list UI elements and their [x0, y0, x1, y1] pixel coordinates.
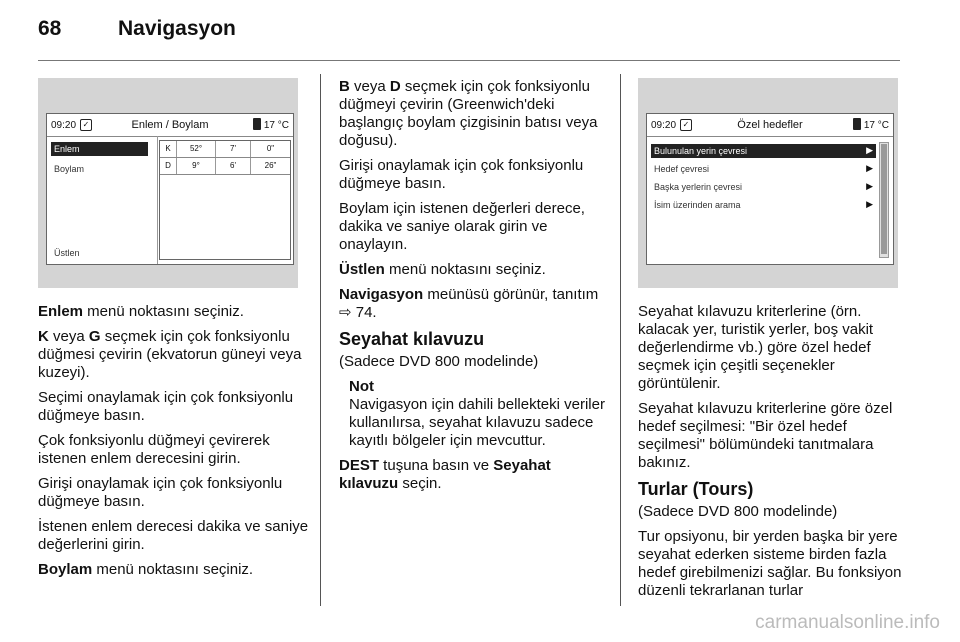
column-divider-1 [320, 74, 321, 606]
menu-pane [47, 136, 158, 264]
direction-cell[interactable]: D [160, 158, 177, 174]
paragraph: Çok fonksiyonlu düğmeyi çevirerek istenen enlem derecesini girin. [38, 432, 270, 467]
term: DEST [339, 457, 380, 474]
table-row [160, 158, 290, 175]
status-bar [47, 114, 293, 137]
note-text: Navigasyon için dahili bellekteki veriler kullanılırsa, seyahat kılavuzu sadece kayıtlı bölgeler için mevcuttur. [349, 396, 605, 449]
temperature: 17 °C [863, 120, 889, 131]
scrollbar-thumb[interactable] [881, 144, 887, 254]
header-rule [38, 60, 900, 61]
degree-cell[interactable]: 52° [177, 141, 216, 157]
page-number: 68 [38, 17, 62, 40]
page-reference[interactable]: 74. [351, 304, 377, 321]
section-heading: Turlar (Tours) [638, 479, 754, 499]
coordinate-table [159, 140, 291, 260]
chevron-right-icon: ▶ [866, 199, 873, 209]
column-3 [638, 303, 910, 607]
chevron-right-icon: ▶ [866, 145, 873, 155]
phone-icon [853, 118, 861, 130]
section-subtitle: (Sadece DVD 800 modelinde) [339, 353, 539, 370]
scrollbar[interactable] [879, 142, 889, 258]
column-2 [339, 78, 614, 500]
paragraph: Girişi onaylamak için çok fonksiyonlu düğmeye basın. [339, 157, 584, 192]
screenshot-points-of-interest [638, 78, 898, 288]
column-divider-2 [620, 74, 621, 606]
chevron-right-icon: ▶ [866, 163, 873, 173]
degree-cell[interactable]: 9° [177, 158, 216, 174]
paragraph [38, 328, 310, 382]
screen-title: Enlem / Boylam [131, 119, 209, 131]
section-subtitle: (Sadece DVD 800 modelinde) [638, 503, 838, 520]
list-item[interactable]: İsim üzerinden arama [654, 200, 741, 210]
screenshot-latitude-longitude [38, 78, 298, 288]
term: G [88, 328, 101, 345]
text: menü noktasını seçiniz. [83, 303, 244, 320]
section-heading: Seyahat kılavuzu [339, 329, 485, 349]
status-bar [647, 114, 893, 137]
arrow-reference-icon[interactable]: ⇨ [339, 304, 352, 321]
term: Seyahat kılavuzu [339, 457, 551, 492]
paragraph: Girişi onaylamak için çok fonksiyonlu düğmeye basın. [38, 475, 283, 510]
display-screen [646, 113, 894, 265]
column-1 [38, 303, 310, 586]
note-title: Not [349, 378, 374, 395]
text: meünüsü görünür, tanıtım [423, 286, 599, 303]
paragraph [339, 286, 614, 322]
paragraph [38, 303, 310, 321]
menu-item-ustlen[interactable]: Üstlen [54, 248, 80, 258]
paragraph [339, 457, 614, 493]
text: seçin. [398, 475, 442, 492]
paragraph [339, 261, 614, 279]
paragraph [38, 561, 310, 579]
display-screen [46, 113, 294, 265]
term: B [339, 78, 350, 95]
text: seçmek için çok fonksiyonlu düğmesi çevirin (ekvatorun güneyi veya kuzeyi). [38, 328, 302, 381]
text: menü noktasını seçiniz. [92, 561, 254, 578]
check-icon: ✓ [80, 119, 92, 131]
list-item[interactable]: Bulunulan yerin çevresi [651, 144, 876, 158]
term: Navigasyon [339, 286, 424, 303]
watermark: carmanualsonline.info [755, 612, 940, 633]
menu-item-enlem[interactable]: Enlem [51, 142, 148, 156]
term: K [38, 328, 49, 345]
paragraph [339, 78, 614, 150]
second-cell[interactable]: 0" [266, 144, 275, 153]
text: menü noktasını seçiniz. [384, 261, 546, 278]
menu-item-boylam[interactable]: Boylam [54, 164, 85, 174]
text: veya [48, 328, 89, 345]
paragraph: Seçimi onaylamak için çok fonksiyonlu düğmeye basın. [38, 389, 294, 424]
clock: 09:20 [651, 120, 677, 131]
check-icon: ✓ [680, 119, 692, 131]
chevron-right-icon: ▶ [866, 181, 873, 191]
table-row [160, 141, 290, 158]
minute-cell[interactable]: 7' [216, 141, 251, 157]
paragraph: İstenen enlem derecesi dakika ve saniye değerlerini girin. [38, 518, 309, 553]
note-box [349, 378, 614, 450]
term: D [389, 78, 401, 95]
temperature: 17 °C [263, 120, 289, 131]
paragraph: Tur opsiyonu, bir yerden başka bir yere seyahat ederken sisteme birden fazla hedef girebilmenizi sağlar. Bu fonksiyon düzenli tekrarlanan turlar [638, 528, 902, 599]
second-cell[interactable]: 26" [264, 161, 277, 170]
list-item[interactable]: Hedef çevresi [654, 164, 710, 174]
term: Üstlen [339, 261, 385, 278]
term: Enlem [38, 303, 84, 320]
page-title: Navigasyon [118, 17, 236, 40]
phone-icon [253, 118, 261, 130]
paragraph: Seyahat kılavuzu kriterlerine göre özel hedef seçilmesi: "Bir özel hedef seçilmesi" bölümündeki tanıtmalara bakınız. [638, 400, 893, 471]
text: tuşuna basın ve [379, 457, 494, 474]
term: Boylam [38, 561, 93, 578]
clock: 09:20 [51, 120, 77, 131]
text: seçmek için çok fonksiyonlu düğmeyi çevirin (Greenwich'deki başlangıç boylam çizgisinin batısı veya doğusu). [339, 78, 598, 149]
minute-cell[interactable]: 6' [216, 158, 251, 174]
text: veya [349, 78, 390, 95]
paragraph: Boylam için istenen değerleri derece, dakika ve saniye olarak girin ve onaylayın. [339, 200, 585, 253]
paragraph: Seyahat kılavuzu kriterlerine (örn. kalacak yer, turistik yerler, boş vakit değerlendirme vb.) göre özel hedef seçmek için çeşitli seçenekler görüntülenir. [638, 303, 874, 392]
list-item[interactable]: Başka yerlerin çevresi [654, 182, 743, 192]
direction-cell[interactable]: K [160, 141, 177, 157]
screen-title: Özel hedefler [737, 119, 803, 131]
